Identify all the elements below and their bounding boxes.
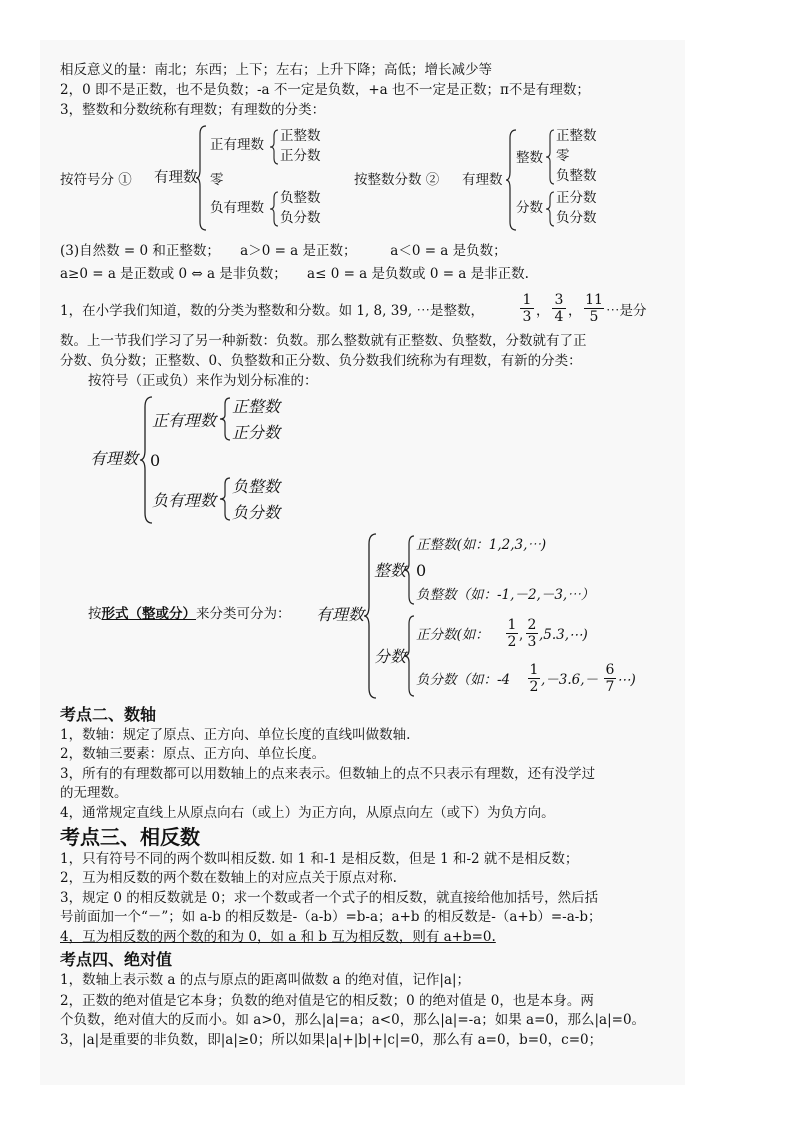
section-3-line-3: 3，规定 0 的相反数就是 0；求一个数或者一个式子的相反数，就直接给他加括号，然后括 [60, 890, 599, 906]
tree3-root: 有理数 [90, 449, 139, 468]
tree4-pos-int: 正整数(如：1,2,3,⋯) [416, 537, 547, 553]
tree2-int-item-2: 零 [556, 148, 570, 164]
tree3-zero: 0 [150, 451, 161, 470]
tree4-neg-frac-b: ,－3.6,－ [541, 672, 599, 688]
tree4-neg-frac-a: 负分数（如：-4 [416, 672, 511, 688]
tree1-label: 按符号分 ① [60, 172, 132, 188]
tree4-label: 按形式（整或分）来分类可分为： [88, 606, 291, 622]
para-line-3: 分数、负分数；正整数、0、负整数和正分数、负分数我们统称为有理数，有新的分类： [60, 353, 582, 369]
section-2-line-4: 的无理数。 [60, 785, 128, 801]
section-3-line-1: 1，只有符号不同的两个数叫相反数. 如 1 和-1 是相反数，但是 1 和-2 就不是相反数； [60, 851, 579, 867]
para-line-1: 1，在小学我们知道，数的分类为整数和分数。如 1, 8, 39, ⋯是整数， [60, 303, 484, 319]
tree1-pos-brace [270, 128, 280, 166]
section-2-line-1: 1，数轴：规定了原点、正方向、单位长度的直线叫做数轴. [60, 727, 411, 743]
tree1-pos-item-1: 正整数 [280, 128, 321, 144]
natural-line-2: a≥0 = a 是正数或 0 ⇔ a 是非负数； a≤ 0 = a 是负数或 0 = a 是非正数. [60, 266, 529, 282]
tree2-int: 整数 [516, 150, 543, 166]
tree4-int-brace [404, 534, 416, 606]
tree2-frac-item-2: 负分数 [556, 210, 597, 226]
fraction-11-5: $\frac{11}{5}$ [585, 292, 603, 325]
tree2-int-brace [546, 128, 556, 186]
tree3-neg-item-2: 负分数 [232, 503, 281, 522]
fraction-1-3: $\frac{1}{3}$ [520, 292, 534, 325]
section-2-title: 考点二、数轴 [60, 705, 157, 724]
section-3-title: 考点三、相反数 [60, 825, 200, 849]
section-2-line-5: 4，通常规定直线上从原点向右（或上）为正方向，从原点向左（或下）为负方向。 [60, 805, 555, 821]
section-2-line-3: 3，所有的有理数都可以用数轴上的点来表示。但数轴上的点不只表示有理数，还有没学过 [60, 766, 596, 782]
section-3-line-5: 4，互为相反数的两个数的和为 0，如 a 和 b 互为相反数，则有 a+b=0. [60, 929, 496, 945]
tree3-pos: 正有理数 [152, 411, 217, 430]
tree4-neg-frac-c: ⋯) [617, 672, 636, 688]
para-line-2: 数。上一节我们学习了另一种新数：负数。那么整数就有正整数、负整数，分数就有了正 [60, 333, 587, 349]
para-line-1-end: ⋯是分 [606, 303, 647, 319]
tree4-frac: 分数 [374, 647, 407, 666]
tree3-pos-item-1: 正整数 [232, 397, 281, 416]
para-line-4: 按符号（正或负）来作为划分标准的： [88, 373, 318, 389]
tree2-int-item-1: 正整数 [556, 128, 597, 144]
tree1-neg: 负有理数 [210, 200, 264, 216]
tree1-neg-item-1: 负整数 [280, 190, 321, 206]
tree4-pos-frac-b: ,5.3,⋯) [539, 627, 588, 643]
intro-line-3: 3，整数和分数统称有理数；有理数的分类： [60, 102, 326, 118]
section-3-line-4: 号前面加一个“－”；如 a-b 的相反数是-（a-b）=b-a；a+b 的相反数是-（a+b）=-a-b； [60, 909, 602, 925]
tree1-zero: 零 [210, 172, 224, 188]
tree4-neg-frac-2: $\frac{6}{7}$ [605, 662, 615, 695]
section-4-title: 考点四、绝对值 [60, 950, 173, 969]
section-3-line-2: 2，互为相反数的两个数在数轴上的对应点关于原点对称. [60, 870, 397, 886]
tree4-root: 有理数 [316, 605, 365, 624]
tree2-frac-item-1: 正分数 [556, 190, 597, 206]
tree3-neg-brace [220, 476, 232, 522]
tree1-pos-item-2: 正分数 [280, 148, 321, 164]
tree2-label: 按整数分数 ② [354, 172, 440, 188]
tree4-pos-frac-a: 正分数(如： [416, 627, 489, 643]
tree4-pos-frac-2: $\frac{2}{3}$ [527, 617, 537, 650]
tree4-frac-brace [404, 614, 416, 698]
tree4-brace [364, 532, 378, 700]
natural-line-1: (3)自然数 = 0 和正整数； a＞0 = a 是正数； a＜0 = a 是负数； [60, 243, 507, 259]
intro-line-2: 2，0 即不是正数，也不是负数；-a 不一定是负数，+a 也不一定是正数；π不是有理数； [60, 82, 590, 98]
intro-line-1: 相反意义的量：南北；东西；上下；左右；上升下降；高低；增长减少等 [60, 62, 492, 78]
tree4-neg-int: 负整数（如：-1,－2,－3,⋯） [416, 587, 595, 603]
tree1-neg-item-2: 负分数 [280, 210, 321, 226]
tree2-frac: 分数 [516, 200, 543, 216]
section-4-line-2: 2，正数的绝对值是它本身；负数的绝对值是它的相反数；0 的绝对值是 0，也是本身。两 [60, 993, 594, 1009]
tree3-pos-brace [220, 396, 232, 442]
tree2-int-item-3: 负整数 [556, 168, 597, 184]
tree4-neg-frac-1: $\frac{1}{2}$ [529, 662, 539, 695]
fraction-3-4: $\frac{3}{4}$ [552, 292, 566, 325]
tree1-brace [196, 124, 208, 232]
tree3-pos-item-2: 正分数 [232, 423, 281, 442]
tree4-int: 整数 [374, 561, 407, 580]
tree1-neg-brace [270, 190, 280, 228]
tree4-zero: 0 [416, 561, 427, 580]
section-4-line-1: 1，数轴上表示数 a 的点与原点的距离叫做数 a 的绝对值，记作|a|； [60, 972, 470, 988]
tree3-neg: 负有理数 [152, 491, 217, 510]
section-4-line-3: 个负数，绝对值大的反而小。如 a>0，那么|a|=a；a<0，那么|a|=-a；如果 a=0，那么|a|=0。 [60, 1012, 646, 1028]
tree1-root: 有理数 [154, 170, 198, 186]
tree4-pos-frac-1: $\frac{1}{2}$ [507, 617, 517, 650]
tree1-pos: 正有理数 [210, 137, 264, 153]
tree3-neg-item-1: 负整数 [232, 477, 281, 496]
section-2-line-2: 2，数轴三要素：原点、正方向、单位长度。 [60, 746, 326, 762]
tree2-frac-brace [546, 190, 556, 228]
section-4-line-4: 3，|a|是重要的非负数，即|a|≥0；所以如果|a|+|b|+|c|=0，那么有 a=0，b=0，c=0； [60, 1032, 603, 1048]
tree2-root: 有理数 [462, 172, 503, 188]
